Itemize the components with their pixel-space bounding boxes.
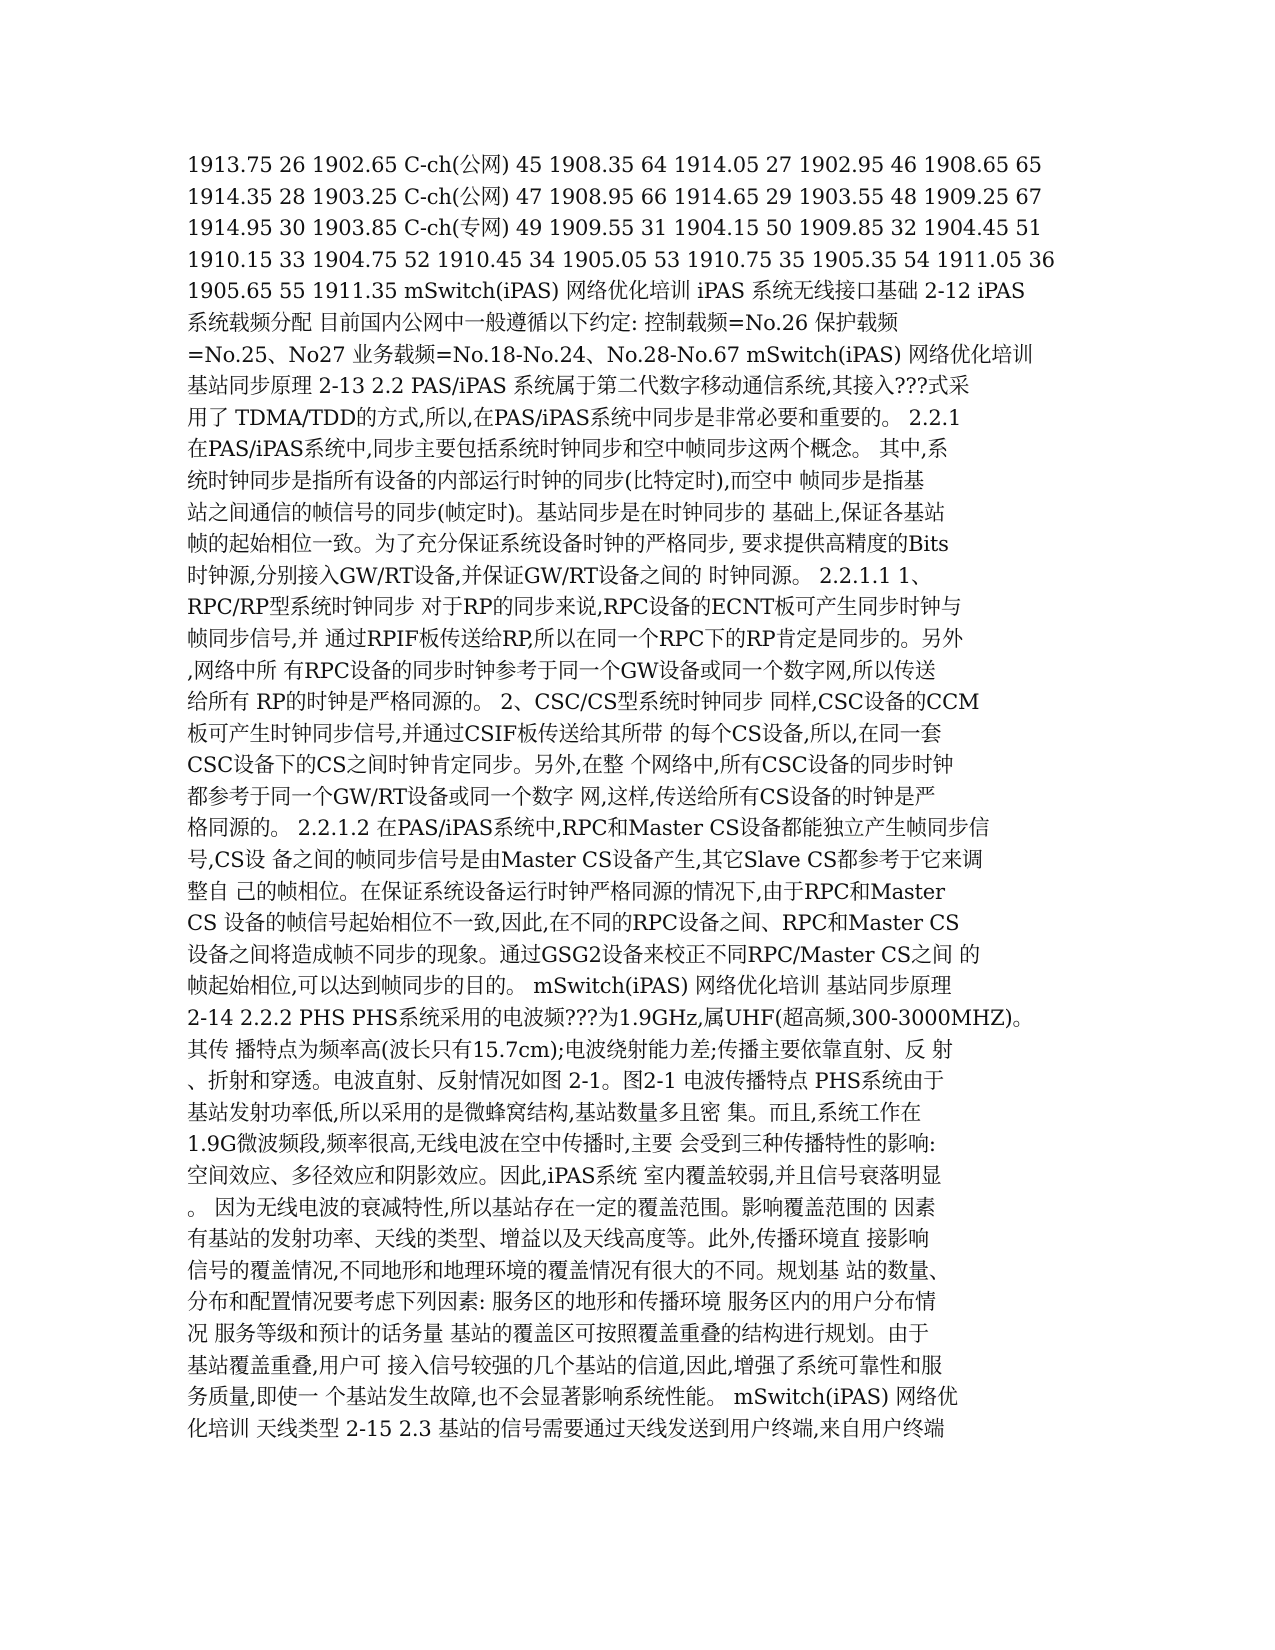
text-line: 。 因为无线电波的衰减特性,所以基站存在一定的覆盖范围。影响覆盖范围的 因素 [187,1195,936,1221]
text-line: 号,CS设 备之间的帧同步信号是由Master CS设备产生,其它Slave CS都参考于它来调 [187,848,983,874]
body-text [187,150,1087,1445]
text-line: 在PAS/iPAS系统中,同步主要包括系统时钟同步和空中帧同步这两个概念。 其中,系 [187,437,948,463]
text-line: 、折射和穿透。电波直射、反射情况如图 2-1。图2-1 电波传播特点 PHS系统由于 [187,1069,945,1095]
text-line: 时钟源,分别接入GW/RT设备,并保证GW/RT设备之间的 时钟同源。 2.2.1.1 1、 [187,563,932,589]
text-line: =No.25、No27 业务载频=No.18-No.24、No.28-No.67 mSwitch(iPAS) 网络优化培训 [187,342,1033,368]
text-line: 帧同步信号,并 通过RPIF板传送给RP,所以在同一个RPC下的RP肯定是同步的。另外 [187,626,963,652]
text-line: CS 设备的帧信号起始相位不一致,因此,在不同的RPC设备之间、RPC和Master CS [187,911,960,937]
text-line: 1913.75 26 1902.65 C-ch(公网) 45 1908.35 64 1914.05 27 1902.95 46 1908.65 65 [187,153,1042,178]
text-line: 格同源的。 2.2.1.2 在PAS/iPAS系统中,RPC和Master CS设备都能独立产生帧同步信 [187,816,990,842]
text-line: 用了 TDMA/TDD的方式,所以,在PAS/iPAS系统中同步是非常必要和重要的。 2.2.1 [187,405,962,431]
text-line: 系统载频分配 目前国内公网中一般遵循以下约定: 控制载频=No.26 保护载频 [187,310,898,336]
text-line: 况 服务等级和预计的话务量 基站的覆盖区可按照覆盖重叠的结构进行规划。由于 [187,1321,929,1347]
text-line: 空间效应、多径效应和阴影效应。因此,iPAS系统 室内覆盖较弱,并且信号衰落明显 [187,1164,942,1189]
text-line: 帧的起始相位一致。为了充分保证系统设备时钟的严格同步, 要求提供高精度的Bits [187,532,949,558]
text-line: 1914.35 28 1903.25 C-ch(公网) 47 1908.95 66 1914.65 29 1903.55 48 1909.25 67 [187,184,1042,210]
text-line: 帧起始相位,可以达到帧同步的目的。 mSwitch(iPAS) 网络优化培训 基站同步原理 [187,974,952,1000]
text-line: 给所有 RP的时钟是严格同源的。 2、CSC/CS型系统时钟同步 同样,CSC设备的CCM [187,690,980,716]
text-line: 1.9G微波频段,频率很高,无线电波在空中传播时,主要 会受到三种传播特性的影响: [187,1132,936,1158]
text-line: 基站覆盖重叠,用户可 接入信号较强的几个基站的信道,因此,增强了系统可靠性和服 [187,1353,942,1379]
text-line: 基站同步原理 2-13 2.2 PAS/iPAS 系统属于第二代数字移动通信系统,其接入???式采 [187,374,970,400]
text-line: ,网络中所 有RPC设备的同步时钟参考于同一个GW设备或同一个数字网,所以传送 [187,658,936,684]
text-line: 分布和配置情况要考虑下列因素: 服务区的地形和传播环境 服务区内的用户分布情 [187,1290,936,1316]
text-line: 1910.15 33 1904.75 52 1910.45 34 1905.05 53 1910.75 35 1905.35 54 1911.05 36 [187,247,1055,273]
text-line: 统时钟同步是指所有设备的内部运行时钟的同步(比特定时),而空中 帧同步是指基 [187,468,925,494]
text-line: 化培训 天线类型 2-15 2.3 基站的信号需要通过天线发送到用户终端,来自用户终端 [187,1416,945,1442]
text-line: 设备之间将造成帧不同步的现象。通过GSG2设备来校正不同RPC/Master CS之间 的 [187,942,980,968]
text-line: 整自 己的帧相位。在保证系统设备运行时钟严格同源的情况下,由于RPC和Master [187,879,945,905]
text-line: 1905.65 55 1911.35 mSwitch(iPAS) 网络优化培训 iPAS 系统无线接口基础 2-12 iPAS [187,279,1026,305]
text-line: 站之间通信的帧信号的同步(帧定时)。基站同步是在时钟同步的 基础上,保证各基站 [187,500,945,526]
text-line: 都参考于同一个GW/RT设备或同一个数字 网,这样,传送给所有CS设备的时钟是严 [187,784,936,810]
text-line: 板可产生时钟同步信号,并通过CSIF板传送给其所带 的每个CS设备,所以,在同一套 [187,721,942,747]
text-line: 1914.95 30 1903.85 C-ch(专网) 49 1909.55 31 1904.15 50 1909.85 32 1904.45 51 [187,216,1042,242]
text-line: RPC/RP型系统时钟同步 对于RP的同步来说,RPC设备的ECNT板可产生同步时钟与 [187,595,962,621]
text-line: 基站发射功率低,所以采用的是微蜂窝结构,基站数量多且密 集。而且,系统工作在 [187,1100,922,1126]
text-line: 2-14 2.2.2 PHS PHS系统采用的电波频???为1.9GHz,属UHF(超高频,300-3000MHZ)。 [187,1006,1034,1032]
text-line: 务质量,即使一 个基站发生故障,也不会显著影响系统性能。 mSwitch(iPAS) 网络优 [187,1385,958,1411]
text-line: CSC设备下的CS之间时钟肯定同步。另外,在整 个网络中,所有CSC设备的同步时钟 [187,753,954,779]
text-line: 信号的覆盖情况,不同地形和地理环境的覆盖情况有很大的不同。规划基 站的数量、 [187,1258,950,1284]
text-line: 其传 播特点为频率高(波长只有15.7cm);电波绕射能力差;传播主要依靠直射、反 射 [187,1037,953,1063]
text-line: 有基站的发射功率、天线的类型、增益以及天线高度等。此外,传播环境直 接影响 [187,1227,929,1253]
